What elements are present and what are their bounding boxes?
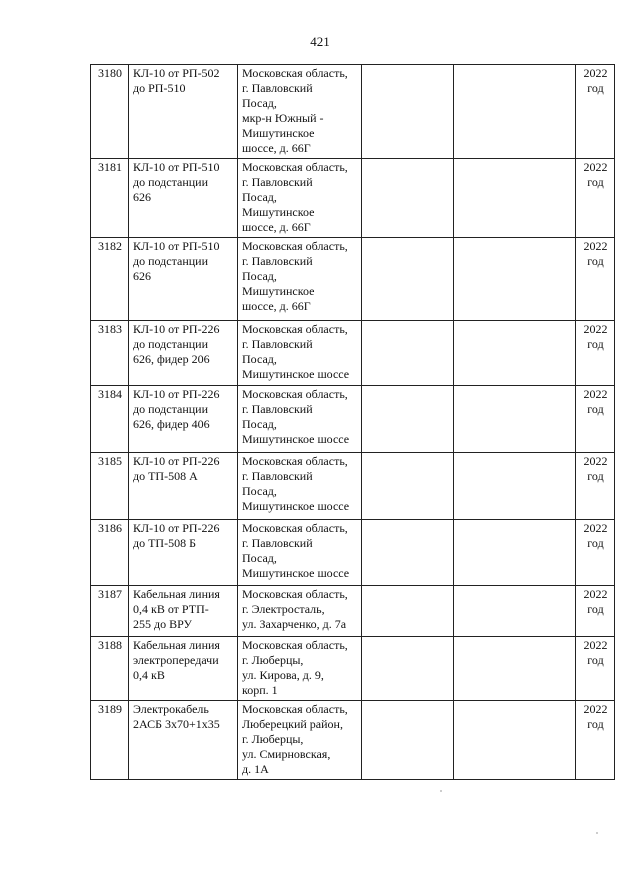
address-cell: [238, 159, 362, 238]
object-name-line: 626, фидер 206: [133, 352, 210, 366]
address-cell: [238, 321, 362, 386]
address-line: Посад,: [242, 417, 277, 431]
address-line: ул. Смирновская,: [242, 747, 331, 761]
empty-cell: [362, 321, 454, 386]
object-name-line: КЛ-10 от РП-226: [133, 454, 220, 468]
address-cell: [238, 701, 362, 780]
table-row: [91, 637, 615, 701]
object-name-line: 0,4 кВ: [133, 668, 165, 682]
address-line: Мишутинское: [242, 284, 315, 298]
address-line: шоссе, д. 66Г: [242, 299, 311, 313]
address-line: Московская область,: [242, 322, 348, 336]
row-number: 3180: [91, 65, 129, 159]
address-line: д. 1А: [242, 762, 269, 776]
year-value: 2022: [583, 160, 608, 174]
year-unit: год: [587, 337, 604, 351]
year-cell: [576, 637, 615, 701]
object-name-cell: [129, 701, 238, 780]
year-cell: [576, 701, 615, 780]
address-line: мкр-н Южный -: [242, 111, 324, 125]
table-row: [91, 65, 615, 159]
object-name-cell: [129, 386, 238, 453]
address-line: Посад,: [242, 190, 277, 204]
object-name-line: электропередачи: [133, 653, 219, 667]
object-name-line: до подстанции: [133, 402, 209, 416]
object-name-line: Электрокабель: [133, 702, 209, 716]
address-line: Люберецкий район,: [242, 717, 343, 731]
row-number: 3182: [91, 238, 129, 321]
year-value: 2022: [583, 521, 608, 535]
address-line: Мишутинское шоссе: [242, 499, 350, 513]
address-line: Московская область,: [242, 239, 348, 253]
object-name-cell: [129, 65, 238, 159]
object-name-line: 626, фидер 406: [133, 417, 210, 431]
object-name-line: КЛ-10 от РП-226: [133, 521, 220, 535]
row-number: 3189: [91, 701, 129, 780]
object-name-line: 255 до ВРУ: [133, 617, 192, 631]
object-name-cell: [129, 453, 238, 520]
empty-cell: [362, 586, 454, 637]
year-unit: год: [587, 717, 604, 731]
empty-cell: [454, 453, 576, 520]
address-line: Мишутинское шоссе: [242, 367, 350, 381]
registry-table: [90, 64, 615, 780]
table-row: [91, 321, 615, 386]
address-line: ул. Захарченко, д. 7а: [242, 617, 347, 631]
year-unit: год: [587, 536, 604, 550]
year-value: 2022: [583, 322, 608, 336]
year-cell: [576, 386, 615, 453]
address-line: Посад,: [242, 96, 277, 110]
address-cell: [238, 637, 362, 701]
object-name-cell: [129, 238, 238, 321]
row-number: 3181: [91, 159, 129, 238]
object-name-line: до ТП-508 Б: [133, 536, 196, 550]
empty-cell: [362, 238, 454, 321]
year-value: 2022: [583, 587, 608, 601]
empty-cell: [362, 637, 454, 701]
address-line: Московская область,: [242, 160, 348, 174]
object-name-line: КЛ-10 от РП-226: [133, 387, 220, 401]
object-name-line: до подстанции: [133, 175, 209, 189]
year-unit: год: [587, 602, 604, 616]
year-unit: год: [587, 175, 604, 189]
object-name-line: Кабельная линия: [133, 638, 220, 652]
object-name-line: КЛ-10 от РП-502: [133, 66, 220, 80]
object-name-line: КЛ-10 от РП-510: [133, 239, 220, 253]
address-cell: [238, 453, 362, 520]
address-line: Московская область,: [242, 587, 348, 601]
year-value: 2022: [583, 239, 608, 253]
address-line: Посад,: [242, 484, 277, 498]
object-name-line: КЛ-10 от РП-226: [133, 322, 220, 336]
address-cell: [238, 238, 362, 321]
year-cell: [576, 453, 615, 520]
address-line: Московская область,: [242, 66, 348, 80]
table-row: [91, 453, 615, 520]
object-name-line: КЛ-10 от РП-510: [133, 160, 220, 174]
address-line: г. Павловский: [242, 254, 313, 268]
address-cell: [238, 520, 362, 586]
empty-cell: [454, 586, 576, 637]
address-line: г. Павловский: [242, 402, 313, 416]
year-value: 2022: [583, 638, 608, 652]
empty-cell: [454, 637, 576, 701]
address-line: г. Электросталь,: [242, 602, 325, 616]
empty-cell: [454, 520, 576, 586]
address-line: ул. Кирова, д. 9,: [242, 668, 324, 682]
scan-speck: [440, 790, 442, 792]
table-row: [91, 586, 615, 637]
empty-cell: [454, 159, 576, 238]
object-name-cell: [129, 159, 238, 238]
empty-cell: [362, 65, 454, 159]
empty-cell: [362, 159, 454, 238]
address-line: Посад,: [242, 352, 277, 366]
empty-cell: [454, 238, 576, 321]
object-name-line: 0,4 кВ от РТП-: [133, 602, 209, 616]
address-line: Московская область,: [242, 638, 348, 652]
address-cell: [238, 386, 362, 453]
object-name-line: до РП-510: [133, 81, 186, 95]
empty-cell: [454, 65, 576, 159]
address-line: шоссе, д. 66Г: [242, 220, 311, 234]
page-number: 421: [310, 34, 330, 49]
empty-cell: [362, 520, 454, 586]
object-name-line: Кабельная линия: [133, 587, 220, 601]
address-line: шоссе, д. 66Г: [242, 141, 311, 155]
address-line: г. Люберцы,: [242, 653, 304, 667]
address-line: г. Павловский: [242, 175, 313, 189]
year-cell: [576, 586, 615, 637]
year-cell: [576, 159, 615, 238]
object-name-cell: [129, 520, 238, 586]
row-number: 3186: [91, 520, 129, 586]
row-number: 3183: [91, 321, 129, 386]
address-cell: [238, 65, 362, 159]
address-line: г. Павловский: [242, 536, 313, 550]
address-line: Московская область,: [242, 521, 348, 535]
object-name-line: 626: [133, 190, 151, 204]
address-line: г. Павловский: [242, 81, 313, 95]
empty-cell: [454, 321, 576, 386]
year-unit: год: [587, 469, 604, 483]
address-line: г. Павловский: [242, 337, 313, 351]
table-row: [91, 159, 615, 238]
object-name-line: до подстанции: [133, 254, 209, 268]
year-value: 2022: [583, 702, 608, 716]
year-cell: [576, 238, 615, 321]
address-line: Московская область,: [242, 702, 348, 716]
empty-cell: [454, 701, 576, 780]
address-line: Посад,: [242, 269, 277, 283]
object-name-line: 2АСБ 3х70+1х35: [133, 717, 220, 731]
address-cell: [238, 586, 362, 637]
table-row: [91, 701, 615, 780]
year-value: 2022: [583, 454, 608, 468]
address-line: Мишутинское шоссе: [242, 566, 350, 580]
year-unit: год: [587, 653, 604, 667]
object-name-line: до ТП-508 А: [133, 469, 198, 483]
year-unit: год: [587, 402, 604, 416]
year-cell: [576, 520, 615, 586]
year-cell: [576, 65, 615, 159]
empty-cell: [362, 701, 454, 780]
address-line: Московская область,: [242, 387, 348, 401]
address-line: Посад,: [242, 551, 277, 565]
year-value: 2022: [583, 387, 608, 401]
scan-speck: [596, 832, 598, 834]
table-row: [91, 520, 615, 586]
row-number: 3184: [91, 386, 129, 453]
table-row: [91, 238, 615, 321]
row-number: 3185: [91, 453, 129, 520]
object-name-line: 626: [133, 269, 151, 283]
empty-cell: [454, 386, 576, 453]
year-cell: [576, 321, 615, 386]
year-value: 2022: [583, 66, 608, 80]
address-line: Московская область,: [242, 454, 348, 468]
object-name-cell: [129, 586, 238, 637]
address-line: Мишутинское: [242, 205, 315, 219]
row-number: 3188: [91, 637, 129, 701]
address-line: Мишутинское: [242, 126, 315, 140]
object-name-cell: [129, 637, 238, 701]
year-unit: год: [587, 81, 604, 95]
empty-cell: [362, 386, 454, 453]
object-name-cell: [129, 321, 238, 386]
address-line: Мишутинское шоссе: [242, 432, 350, 446]
object-name-line: до подстанции: [133, 337, 209, 351]
address-line: корп. 1: [242, 683, 278, 697]
table-row: [91, 386, 615, 453]
row-number: 3187: [91, 586, 129, 637]
year-unit: год: [587, 254, 604, 268]
address-line: г. Люберцы,: [242, 732, 304, 746]
empty-cell: [362, 453, 454, 520]
address-line: г. Павловский: [242, 469, 313, 483]
